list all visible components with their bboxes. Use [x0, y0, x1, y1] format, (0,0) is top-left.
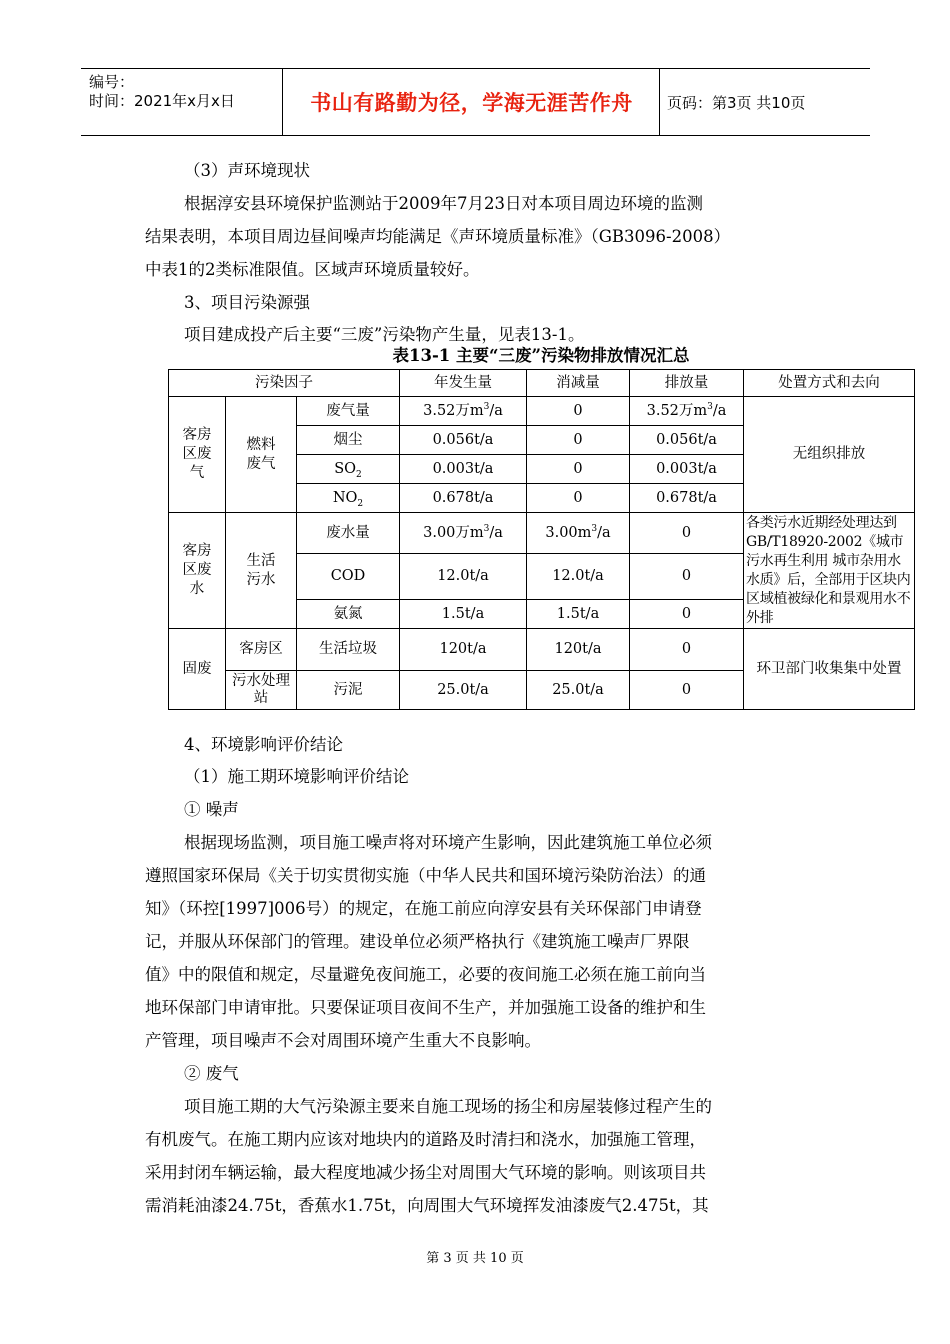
page-header: [81, 68, 870, 136]
annual-generation: [400, 513, 527, 554]
paragraph-line: 值》中的限值和规定，尽量避免夜间施工，必要的夜间施工必须在施工前向当: [145, 965, 706, 984]
table-row: [169, 513, 915, 554]
heading-impact-conclusion: 4、环境影响评价结论: [184, 735, 343, 754]
unit-text: /a: [597, 524, 611, 541]
reduction: 0: [527, 484, 630, 513]
superscript: 3: [707, 401, 713, 412]
header-page-number: 页码：第3页 共10页: [667, 93, 806, 112]
paragraph-line: 根据淳安县环境保护监测站于2009年7月23日对本项目周边环境的监测: [184, 194, 703, 213]
emission: 0: [630, 554, 744, 600]
reduction: 12.0t/a: [527, 554, 630, 600]
pollutant-name: 氨氮: [297, 600, 400, 629]
paragraph-line: 中表1的2类标准限值。区域声环境质量较好。: [145, 260, 480, 279]
subscript: 2: [357, 498, 364, 509]
subcategory-text: 生活污水: [246, 552, 276, 588]
pollutant-name: 烟尘: [297, 426, 400, 455]
heading-construction-phase: （1）施工期环境影响评价结论: [184, 767, 409, 786]
page-footer: 第 3 页 共 10 页: [426, 1251, 524, 1266]
paragraph-line: 地环保部门申请审批。只要保证项目夜间不生产，并加强施工设备的维护和生: [145, 998, 706, 1017]
unit-text: /a: [489, 524, 503, 541]
value-text: 3.52万m: [423, 402, 484, 419]
heading-sound-env: （3）声环境现状: [184, 161, 310, 180]
col-header: 污染因子: [169, 370, 400, 397]
emission: 0: [630, 600, 744, 629]
paragraph-line: 遵照国家环保局《关于切实贯彻实施（中华人民共和国环境污染防治法）的通: [145, 866, 706, 885]
reduction: 0: [527, 455, 630, 484]
pollutant-table: [168, 369, 915, 710]
subcategory-cell: [226, 397, 297, 513]
value-text: 3.00万m: [423, 524, 484, 541]
emission: 0: [630, 671, 744, 710]
subcategory-cell: [226, 513, 297, 629]
paragraph-line: 产管理，项目噪声不会对周围环境产生重大不良影响。: [145, 1031, 541, 1050]
annual-generation: 0.678t/a: [400, 484, 527, 513]
date-label: 时间：2021年x月x日: [89, 92, 235, 110]
emission: 0: [630, 629, 744, 671]
emission: 0.056t/a: [630, 426, 744, 455]
pollutant-name: 废水量: [297, 513, 400, 554]
formula-text: SO: [334, 460, 357, 477]
pollutant-name: [297, 484, 400, 513]
reduction: 120t/a: [527, 629, 630, 671]
annual-generation: 120t/a: [400, 629, 527, 671]
reduction: 0: [527, 397, 630, 426]
reduction: 25.0t/a: [527, 671, 630, 710]
annual-generation: 1.5t/a: [400, 600, 527, 629]
pollutant-name: 废气量: [297, 397, 400, 426]
subscript: 2: [356, 469, 362, 480]
col-header: 排放量: [630, 370, 744, 397]
value-text: 3.00m: [545, 524, 592, 541]
serial-label: 编号：: [89, 73, 135, 91]
paragraph-line: 结果表明，本项目周边昼间噪声均能满足《声环境质量标准》（GB3096-2008）: [145, 227, 731, 246]
paragraph-line: 知》（环控[1997]006号）的规定，在施工前应向淳安县有关环保部门申请登: [145, 899, 702, 918]
emission: 0: [630, 513, 744, 554]
table-row: [169, 397, 915, 426]
emission: 0.003t/a: [630, 455, 744, 484]
subcategory-text: 污水处理站: [231, 673, 290, 706]
category-cell: 固废: [169, 629, 226, 710]
table-row: [169, 629, 915, 671]
heading-pollution-source: 3、项目污染源强: [184, 293, 310, 312]
annual-generation: 0.056t/a: [400, 426, 527, 455]
annual-generation: 0.003t/a: [400, 455, 527, 484]
superscript: 3: [591, 523, 598, 534]
category-text: 客房区废气: [182, 427, 212, 481]
pollutant-name: [297, 455, 400, 484]
unit-text: /a: [712, 402, 727, 419]
header-motto: 书山有路勤为径，学海无涯苦作舟: [310, 91, 633, 115]
unit-text: /a: [489, 402, 503, 419]
superscript: 3: [483, 401, 490, 412]
paragraph-line: 项目施工期的大气污染源主要来自施工现场的扬尘和房屋装修过程产生的: [184, 1097, 712, 1116]
reduction: [527, 513, 630, 554]
paragraph-line: 需消耗油漆24.75t，香蕉水1.75t，向周围大气环境挥发油漆废气2.475t，其: [145, 1196, 709, 1215]
category-cell: [169, 397, 226, 513]
paragraph-line: 项目建成投产后主要“三废”污染物产生量，见表13-1。: [184, 325, 585, 344]
superscript: 3: [483, 523, 490, 534]
table-caption: 表13-1 主要“三废”污染物排放情况汇总: [392, 346, 690, 365]
header-divider: [282, 69, 283, 135]
heading-noise: ① 噪声: [184, 800, 239, 819]
table-header-row: [169, 370, 915, 397]
header-meta: [89, 73, 284, 111]
formula-text: NO: [332, 489, 358, 506]
pollutant-name: 生活垃圾: [297, 629, 400, 671]
subcategory-cell: [226, 671, 297, 710]
disposal-cell: 无组织排放: [744, 397, 915, 513]
heading-exhaust: ② 废气: [184, 1064, 239, 1083]
reduction: 1.5t/a: [527, 600, 630, 629]
disposal-cell: 环卫部门收集集中处置: [744, 629, 915, 710]
annual-generation: 25.0t/a: [400, 671, 527, 710]
reduction: 0: [527, 426, 630, 455]
value-text: 3.52万m: [646, 402, 708, 419]
pollutant-name: COD: [297, 554, 400, 600]
subcategory-text: 燃料废气: [246, 436, 276, 472]
category-cell: [169, 513, 226, 629]
emission: 0.678t/a: [630, 484, 744, 513]
disposal-cell: 各类污水近期经处理达到GB/T18920-2002《城市污水再生利用 城市杂用水水质》后，全部用于区块内区域植被绿化和景观用水不外排: [744, 513, 915, 629]
category-text: 客房区废水: [182, 543, 212, 597]
col-header: 年发生量: [400, 370, 527, 397]
paragraph-line: 采用封闭车辆运输，最大程度地减少扬尘对周围大气环境的影响。则该项目共: [145, 1163, 706, 1182]
annual-generation: 12.0t/a: [400, 554, 527, 600]
subcategory-cell: 客房区: [226, 629, 297, 671]
annual-generation: [400, 397, 527, 426]
paragraph-line: 根据现场监测，项目施工噪声将对环境产生影响，因此建筑施工单位必须: [184, 833, 712, 852]
emission: [630, 397, 744, 426]
col-header: 处置方式和去向: [744, 370, 915, 397]
paragraph-line: 记，并服从环保部门的管理。建设单位必须严格执行《建筑施工噪声厂界限: [145, 932, 690, 951]
pollutant-name: 污泥: [297, 671, 400, 710]
header-divider: [659, 69, 660, 135]
paragraph-line: 有机废气。在施工期内应该对地块内的道路及时清扫和浇水，加强施工管理，: [145, 1130, 706, 1149]
col-header: 消减量: [527, 370, 630, 397]
